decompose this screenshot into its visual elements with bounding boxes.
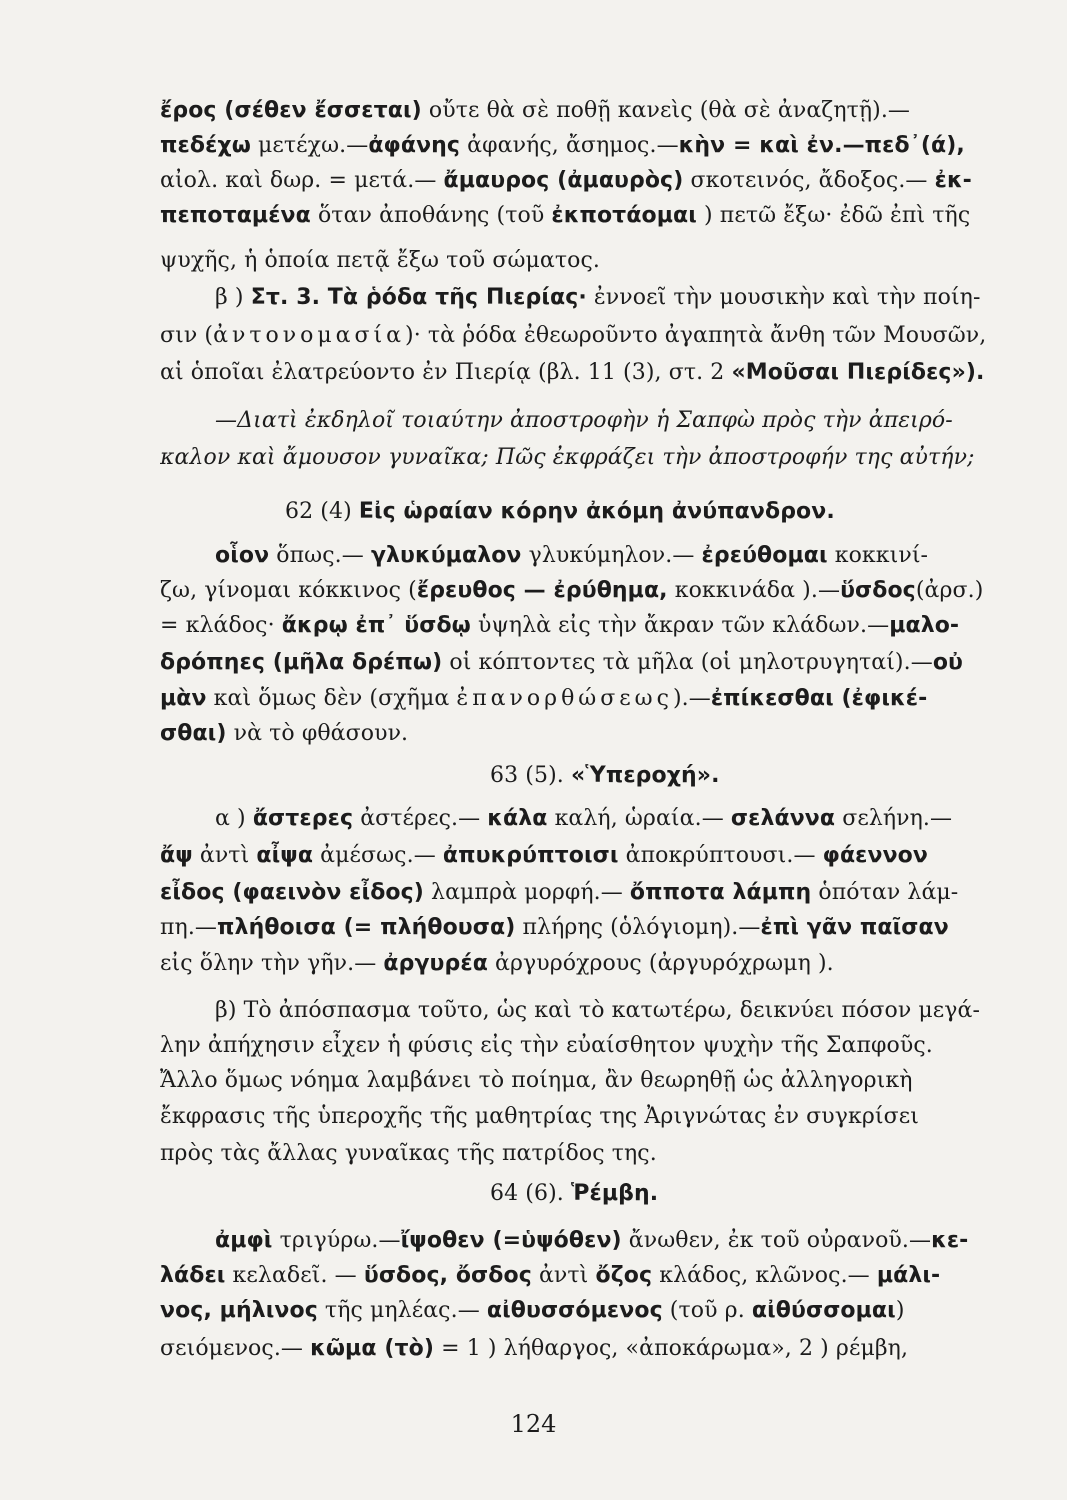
text-segment: α )	[215, 806, 253, 831]
text-segment: πη.—	[160, 915, 218, 940]
text-line	[215, 995, 1067, 1027]
text-segment: ἐκποτάομαι	[551, 203, 697, 228]
text-line	[160, 1260, 1040, 1292]
text-segment: ὄπποτα λάμπη	[629, 880, 812, 905]
text-segment: = 1 ) λήθαργος, «ἀποκάρωμα», 2 ) ρέμβη,	[434, 1336, 909, 1361]
text-segment: κὴν = καὶ ἐν.—πεδ᾽(ά),	[678, 133, 965, 158]
text-segment: ἄνωθεν, ἐκ τοῦ οὐρανοῦ.—	[621, 1228, 932, 1253]
text-line	[160, 357, 1040, 389]
text-segment: κοκκινί-	[827, 543, 929, 568]
text-segment: τῆς μηλέας.—	[317, 1298, 487, 1323]
text-segment: ζω, γίνομαι κόκκινος (	[160, 578, 417, 603]
text-line	[215, 405, 1067, 437]
text-segment: ὅπως.—	[269, 543, 371, 568]
text-segment: σθαι)	[160, 721, 227, 746]
text-line	[160, 647, 1040, 679]
text-line	[285, 496, 1067, 528]
text-segment: 63 (5).	[490, 763, 571, 788]
text-segment: Στ. 3. Τὰ ῥόδα τῆς Πιερίας·	[250, 285, 587, 310]
text-segment: ψυχῆς, ἡ ὁποία πετᾷ ἔξω τοῦ σώματος.	[160, 248, 601, 273]
text-line	[160, 840, 1040, 872]
text-segment: Εἰς ὡραίαν κόρην ἀκόμη ἀνύπανδρον.	[358, 499, 835, 524]
text-segment: σελήνη.—	[835, 806, 953, 831]
text-segment: κλάδος, κλῶνος.—	[652, 1263, 877, 1288]
text-segment: γλυκύμαλον	[370, 543, 522, 568]
text-segment: γλυκύμηλον.—	[521, 543, 702, 568]
text-segment: δρόπηες (μῆλα δρέπω)	[160, 650, 443, 675]
text-segment: ἀντὶ	[192, 843, 257, 868]
text-segment: ἐρεύθομαι	[701, 543, 828, 568]
text-segment: ἀργυρέα	[383, 951, 488, 976]
page-number: 124	[510, 1410, 557, 1438]
text-segment: πλήθοισα (= πλήθουσα)	[217, 915, 516, 940]
text-line	[160, 1030, 1040, 1062]
text-segment: ἀμφὶ	[215, 1228, 273, 1253]
text-segment: ἔκφρασις τῆς ὑπεροχῆς τῆς μαθητρίας της Ἀριγνώτας ἐν συγκρίσει	[160, 1104, 919, 1129]
text-line	[215, 803, 1067, 835]
text-segment: μετέχω.—	[250, 133, 369, 158]
text-segment: ἐννοεῖ τὴν μουσικὴν καὶ τὴν ποίη-	[586, 285, 981, 310]
text-segment: ἄκρῳ ἐπ᾽ ὕσδῳ	[281, 613, 471, 638]
text-line	[160, 165, 1040, 197]
text-segment: εἶδος (φαεινὸν εἶδος)	[160, 880, 424, 905]
text-segment: τριγύρω.—	[272, 1228, 401, 1253]
text-segment: ἐκ-	[934, 168, 972, 193]
text-segment: ) πετῶ ἔξω· ἐδῶ ἐπὶ τῆς	[696, 203, 971, 228]
text-segment: β) Τὸ ἀπόσπασμα τοῦτο, ὡς καὶ τὸ κατωτέρω, δεικνύει πόσον μεγά-	[215, 998, 981, 1023]
text-line	[160, 1101, 1040, 1133]
text-segment: ἀφανής, ἄσημος.—	[460, 133, 679, 158]
text-line	[160, 200, 1040, 232]
text-line	[215, 282, 1067, 314]
text-segment: λην ἀπήχησιν εἶχεν ἡ φύσις εἰς τὴν εὐαίσθητον ψυχὴν τῆς Σαπφοῦς.	[160, 1033, 933, 1058]
text-segment: ἔρος (σέθεν ἔσσεται)	[160, 98, 422, 123]
text-segment: καλή, ὡραία.—	[547, 806, 731, 831]
text-segment: πεδέχω	[160, 133, 251, 158]
text-segment: 62 (4)	[285, 499, 359, 524]
text-line	[160, 948, 1040, 980]
text-segment: οὐ	[932, 650, 963, 675]
text-segment: λάδει	[160, 1263, 226, 1288]
text-segment: ὅταν ἀποθάνης (τοῦ	[310, 203, 552, 228]
text-segment: ὑψηλὰ εἰς τὴν ἄκραν τῶν κλάδων.—	[470, 613, 890, 638]
text-line	[160, 912, 1040, 944]
text-segment: —Διατὶ ἐκδηλοῖ τοιαύτην ἀποστροφὴν ἡ Σαπφὼ πρὸς τὴν ἀπειρό-	[215, 408, 953, 433]
text-line	[160, 610, 1040, 642]
text-segment: ὁπόταν λάμ-	[811, 880, 959, 905]
text-segment: καὶ ὅμως δὲν (σχῆμα	[206, 686, 457, 711]
text-line	[160, 1138, 1040, 1170]
text-line	[490, 760, 1067, 792]
text-segment: ἀντονομασία	[213, 323, 406, 348]
text-segment: φάεννον	[822, 843, 928, 868]
text-segment: αἱ ὁποῖαι ἐλατρεύοντο ἐν Πιερίᾳ (βλ. 11 (3), στ. 2	[160, 360, 732, 385]
text-segment: αἰθύσσομαι	[751, 1298, 896, 1323]
text-line	[215, 540, 1067, 572]
text-segment: οἱ κόπτοντες τὰ μῆλα (οἱ μηλοτρυγηταί).—	[442, 650, 933, 675]
text-segment: ἔρευθος — ἐρύθημα,	[416, 578, 668, 603]
text-segment: κελαδεῖ. —	[225, 1263, 364, 1288]
text-segment: αἶψα	[256, 843, 314, 868]
text-line	[160, 575, 1040, 607]
text-line	[160, 1333, 1040, 1365]
text-segment: ἄστερες	[252, 806, 354, 831]
text-line	[160, 320, 1040, 352]
text-segment: εἰς ὅλην τὴν γῆν.—	[160, 951, 384, 976]
text-segment: ἀστέρες.—	[353, 806, 488, 831]
text-segment: μάλι-	[876, 1263, 941, 1288]
text-segment: καλον καὶ ἄμουσον γυναῖκα; Πῶς ἐκφράζει τὴν ἀποστροφήν της αὐτήν;	[160, 445, 975, 470]
text-segment: )	[895, 1298, 905, 1323]
text-segment: Ῥέμβη.	[570, 1181, 659, 1206]
text-segment: σειόμενος.—	[160, 1336, 311, 1361]
text-line	[490, 1178, 1067, 1210]
text-segment: Ἄλλο ὅμως νόημα λαμβάνει τὸ ποίημα, ἂν θεωρηθῇ ὡς ἀλληγορικὴ	[160, 1068, 913, 1093]
text-segment: ἀπυκρύπτοισι	[442, 843, 619, 868]
text-segment: = κλάδος·	[160, 613, 282, 638]
text-segment: ὄζος	[595, 1263, 653, 1288]
text-segment: β )	[215, 285, 251, 310]
text-segment: «Ὑπεροχή».	[570, 763, 720, 788]
text-segment: οἷον	[215, 543, 270, 568]
text-segment: ).—	[672, 686, 711, 711]
text-segment: μαλο-	[889, 613, 960, 638]
text-segment: (τοῦ ρ.	[662, 1298, 752, 1323]
text-line	[160, 1295, 1040, 1327]
text-segment: ἄψ	[160, 843, 193, 868]
text-segment: ἐπανορθώσεως	[456, 686, 673, 711]
text-segment: αἰθυσσόμενος	[486, 1298, 663, 1323]
text-segment: 64 (6).	[490, 1181, 571, 1206]
text-segment: οὔτε θὰ σὲ ποθῇ κανεὶς (θὰ σὲ ἀναζητῇ).—	[421, 98, 911, 123]
text-segment: πλήρης (ὁλόγιομη).—	[515, 915, 761, 940]
text-segment: νος, μήλινος	[160, 1298, 318, 1323]
text-segment: νὰ τὸ φθάσουν.	[226, 721, 409, 746]
text-line	[160, 718, 1040, 750]
text-segment: μὰν	[160, 686, 207, 711]
text-segment: ἄμαυρος (ἀμαυρὸς)	[443, 168, 684, 193]
text-segment: κε-	[931, 1228, 969, 1253]
text-segment: αἰολ. καὶ δωρ. = μετά.—	[160, 168, 444, 193]
text-segment: ἀντὶ	[531, 1263, 596, 1288]
text-segment: σκοτεινός, ἄδοξος.—	[683, 168, 935, 193]
text-line	[160, 245, 1040, 277]
text-line	[160, 130, 1040, 162]
text-segment: ὕσδος, ὄσδος	[363, 1263, 532, 1288]
text-segment: ἀργυρόχρους (ἀργυρόχρωμη ).	[487, 951, 834, 976]
text-segment: ἀμέσως.—	[313, 843, 443, 868]
text-segment: σελάννα	[730, 806, 836, 831]
text-segment: πεποταμένα	[160, 203, 311, 228]
text-line	[160, 1065, 1040, 1097]
text-line	[160, 877, 1040, 909]
text-segment: κῶμα (τὸ)	[310, 1336, 434, 1361]
text-segment: πρὸς τὰς ἄλλας γυναῖκας τῆς πατρίδος της.	[160, 1141, 657, 1166]
text-line	[160, 442, 1040, 474]
text-segment: κοκκινάδα ).—	[667, 578, 841, 603]
text-line	[160, 683, 1040, 715]
text-segment: «Μοῦσαι Πιερίδες»).	[731, 360, 985, 385]
text-segment: ἀποκρύπτουσι.—	[618, 843, 823, 868]
text-segment: ἴψοθεν (=ὑψόθεν)	[400, 1228, 622, 1253]
text-segment: ἐπὶ γᾶν παῖσαν	[760, 915, 949, 940]
text-segment: ἐπίκεσθαι (ἐφικέ-	[710, 686, 928, 711]
text-segment: λαμπρὰ μορφή.—	[423, 880, 630, 905]
text-segment: (ἀρσ.)	[915, 578, 984, 603]
text-segment: ὕσδος	[840, 578, 916, 603]
text-segment: )· τὰ ῥόδα ἐθεωροῦντο ἀγαπητὰ ἄνθη τῶν Μουσῶν,	[405, 323, 987, 348]
text-line	[160, 95, 1040, 127]
text-line	[215, 1225, 1067, 1257]
text-segment: σιν (	[160, 323, 214, 348]
text-segment: ἀφάνης	[368, 133, 461, 158]
text-segment: κάλα	[487, 806, 548, 831]
